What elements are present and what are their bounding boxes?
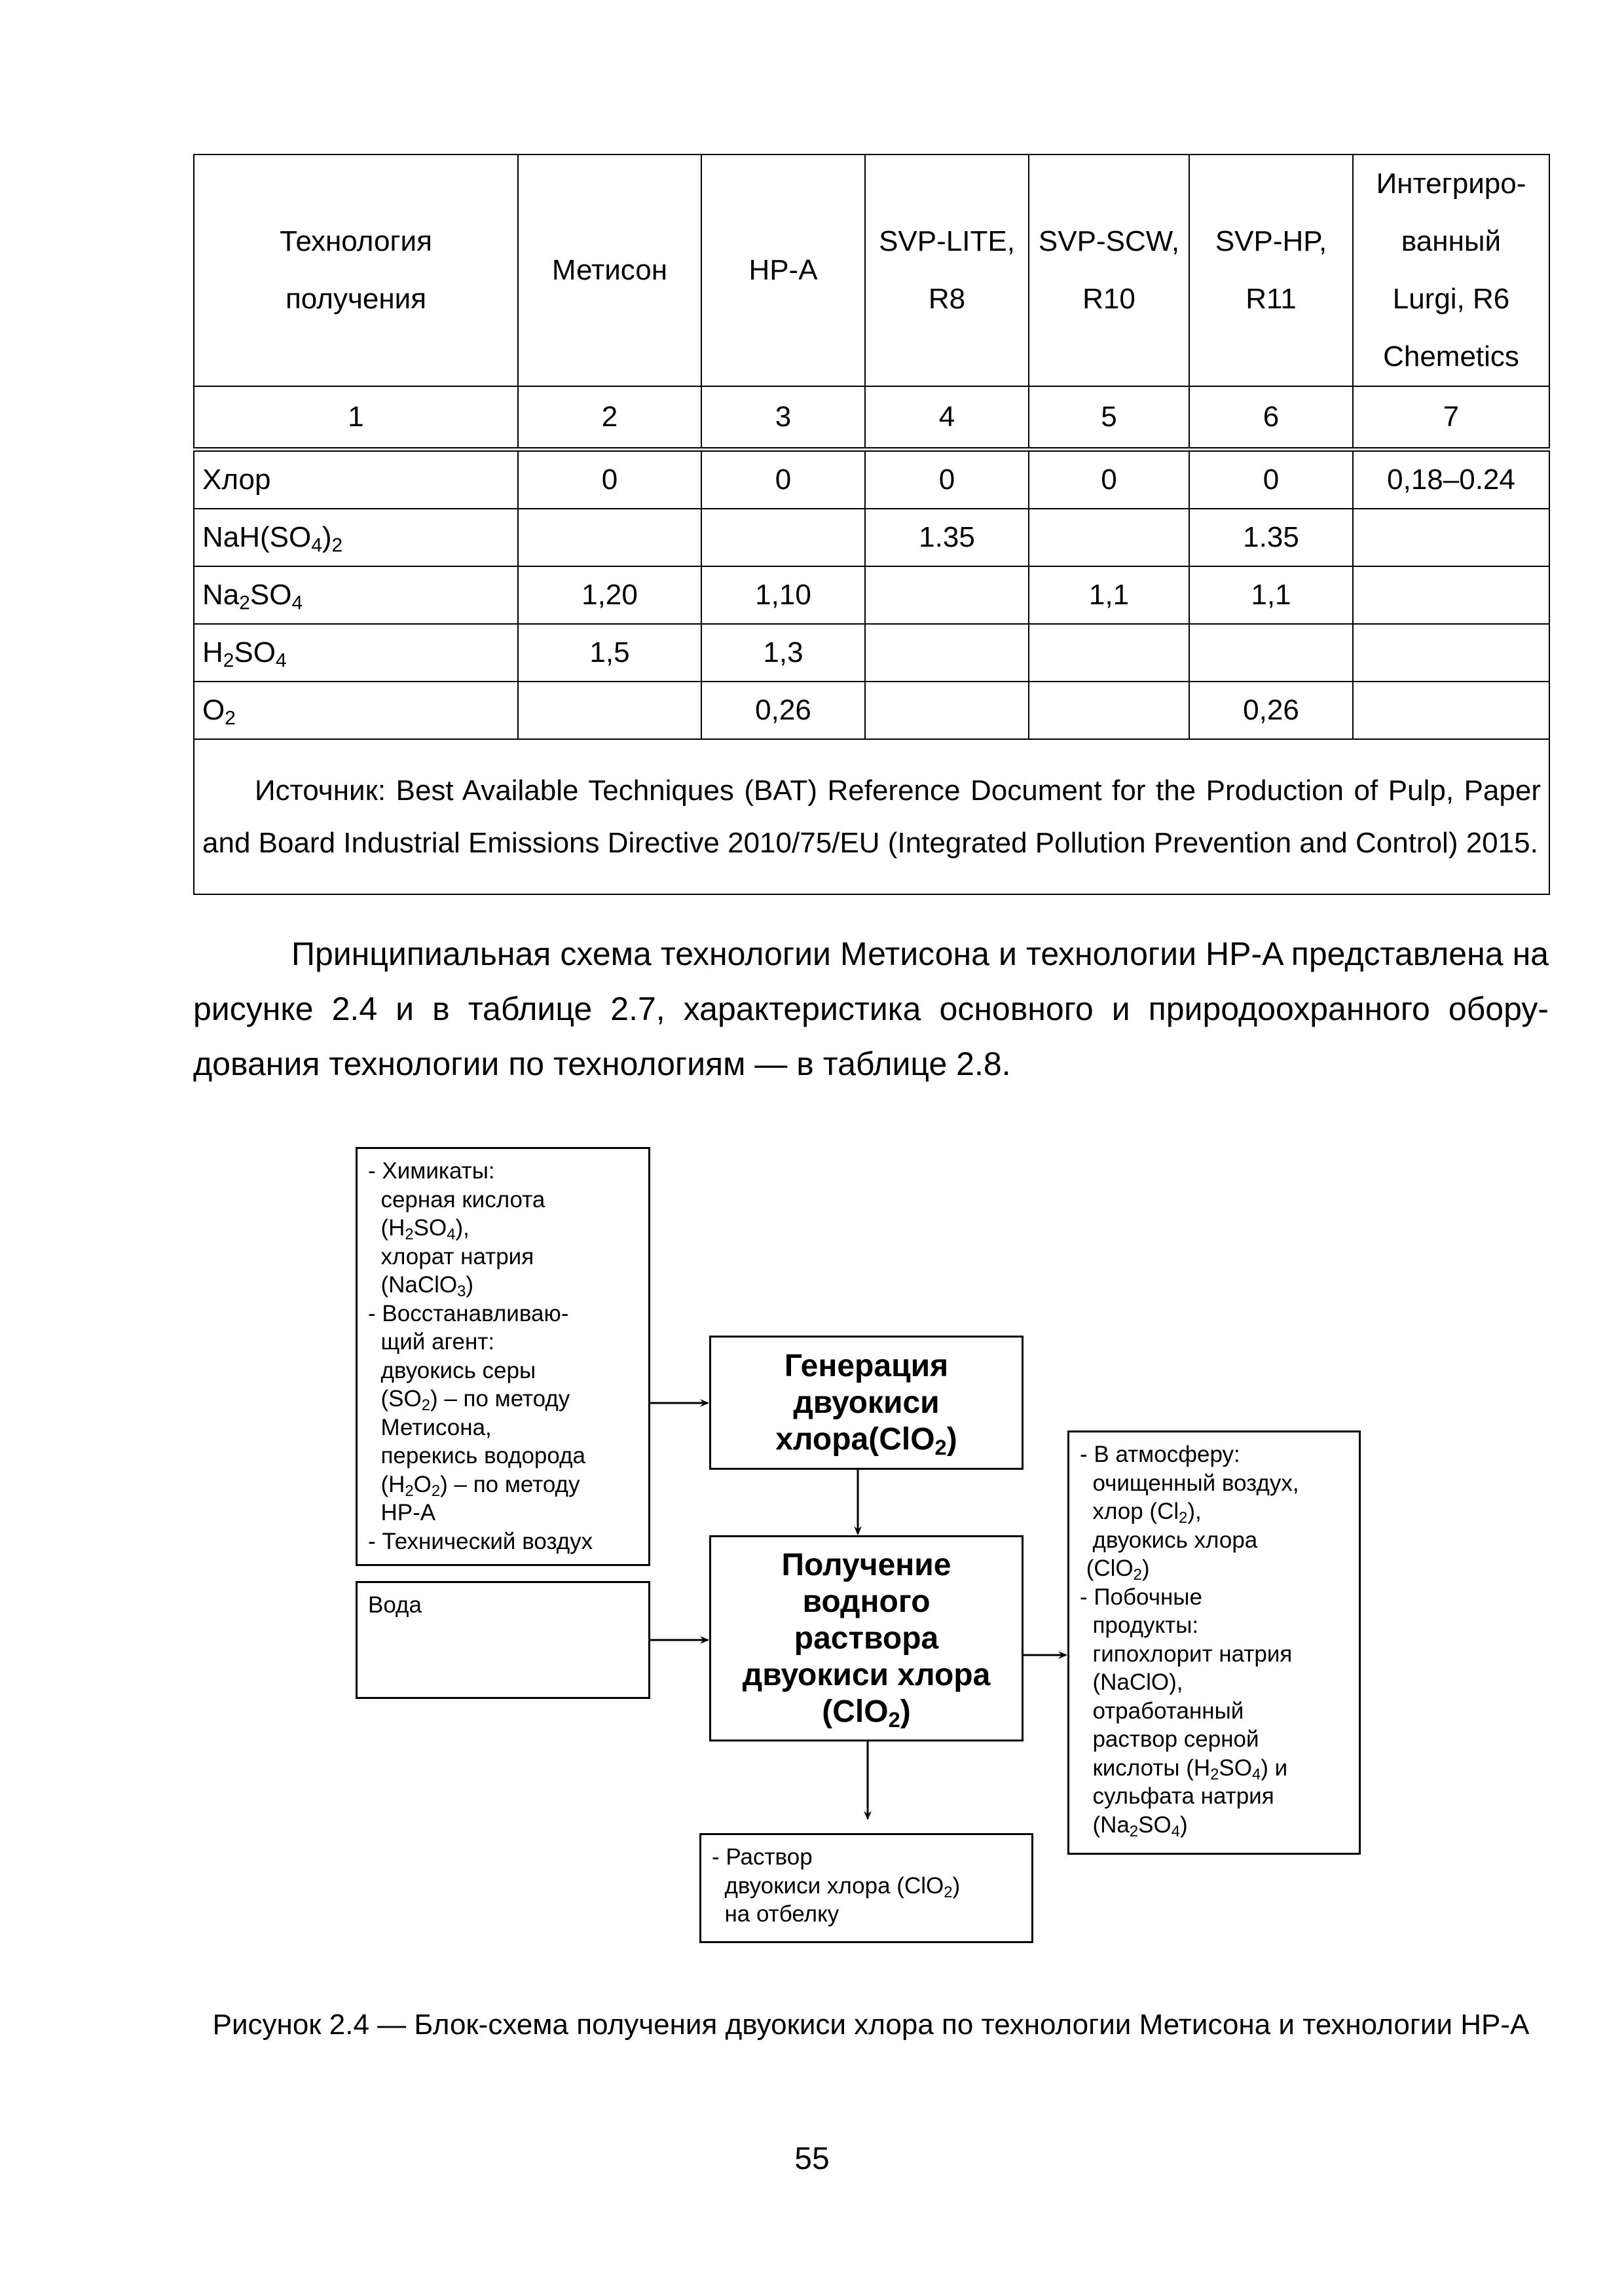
outputs-line: кислоты $(H_2SO_4)$ и (1080, 1755, 1288, 1783)
solution-line: Получение (781, 1547, 951, 1582)
inputs-line: (NaClO$_3$) (368, 1272, 474, 1300)
column-number: 3 (701, 386, 865, 450)
outputs-line: - Побочные (1080, 1584, 1202, 1610)
water-label: Вода (368, 1592, 422, 1618)
outputs-line: раствор серной (1080, 1726, 1259, 1752)
generation-line: Генерация (784, 1348, 949, 1383)
table-cell: 0,18–0.24 (1353, 450, 1549, 509)
outputs-line: двуокись хлора (1080, 1527, 1258, 1553)
inputs-line: перекись водорода (368, 1443, 585, 1468)
result-line: - Раствор (712, 1844, 813, 1870)
inputs-line: хлорат натрия (368, 1243, 534, 1269)
generation-line: двуокиси (793, 1385, 940, 1420)
column-number: 7 (1353, 386, 1549, 450)
inputs-line: - Восстанавливаю- (368, 1300, 569, 1326)
solution-line: водного (802, 1584, 931, 1619)
result-line: на отбелку (712, 1901, 840, 1927)
solution-line: (ClO$_2$) (822, 1694, 911, 1732)
row-label: Хлор (194, 450, 518, 509)
inputs-line: HP-A (368, 1500, 436, 1525)
row-label: $H_2SO_4$ (194, 624, 518, 682)
table-cell: 1.35 (865, 509, 1029, 566)
inputs-line: Метисона, (368, 1414, 492, 1440)
column-number: 1 (194, 386, 518, 450)
table-header-cell: Технология получения (194, 155, 518, 386)
inputs-line: - Химикаты: (368, 1158, 495, 1184)
inputs-line: $(H_2SO_4)$, (368, 1215, 470, 1243)
table-source-note: Источник: Best Available Techniques (BAT) Reference Document for the Production of Pulp, Paper and Board Industrial Emissions Directive 2010/75/EU (Integrated Pollution Prevention and Control) 2015. (202, 774, 1541, 859)
outputs-line: отработанный (1080, 1698, 1244, 1724)
body-paragraph: Принципиальная схема технологии Метисона и технологии HP-A представлена на рисунке 2.4 и в таблице 2.7, характеристика основного и природоохранного оборудования технологии по технологиям — в таблице 2.8. (193, 936, 1549, 1082)
column-number: 6 (1189, 386, 1353, 450)
table-cell: 1.35 (1189, 509, 1353, 566)
table-cell: 1,3 (701, 624, 865, 682)
table-cell: 1,5 (518, 624, 701, 682)
table-header-cell: SVP-HP, R11 (1189, 155, 1353, 386)
row-label: $NaH(SO_4)_2$ (194, 509, 518, 566)
solution-line: раствора (794, 1620, 939, 1656)
inputs-line: двуокись серы (368, 1357, 536, 1383)
outputs-line: очищенный воздух, (1080, 1470, 1299, 1496)
table-cell: 0 (1189, 450, 1353, 509)
outputs-line: хлор $(Cl_2)$, (1080, 1499, 1202, 1527)
outputs-line: (ClO$_2$) (1080, 1556, 1150, 1584)
table-cell: 1,1 (1029, 566, 1189, 624)
generation-line: хлора(ClO$_2$) (775, 1421, 957, 1459)
inputs-line: - Технический воздух (368, 1528, 593, 1554)
table-cell: 0,26 (1189, 682, 1353, 739)
inputs-line: $(SO_2)$ – по методу (368, 1386, 570, 1414)
figure-caption: Рисунок 2.4 — Блок-схема получения двуокиси хлора по технологии Метисона и технологии HP-A (212, 2009, 1530, 2041)
table-cell: 0 (518, 450, 701, 509)
inputs-line: щий агент: (368, 1329, 495, 1355)
table-header-cell: SVP-LITE, R8 (865, 155, 1029, 386)
table-cell: 0 (701, 450, 865, 509)
table-header-cell: Интегриро- ванный Lurgi, R6 Chemetics (1353, 155, 1549, 386)
column-number: 4 (865, 386, 1029, 450)
table-cell: 0 (865, 450, 1029, 509)
inputs-line: $(H_2O_2)$ – по методу (368, 1471, 580, 1500)
table-cell: 0,26 (701, 682, 865, 739)
inputs-line: серная кислота (368, 1186, 545, 1212)
table-header-cell: HP-A (701, 155, 865, 386)
outputs-line: - В атмосферу: (1080, 1442, 1240, 1467)
table-header-cell: SVP-SCW, R10 (1029, 155, 1189, 386)
row-label: $Na_2SO_4$ (194, 566, 518, 624)
outputs-line: сульфата натрия (1080, 1783, 1274, 1809)
table-cell: 1,10 (701, 566, 865, 624)
table-header-cell: Метисон (518, 155, 701, 386)
solution-line: двуокиси хлора (742, 1657, 991, 1692)
table-cell: 1,20 (518, 566, 701, 624)
row-label: $O_2$ (194, 682, 518, 739)
column-number: 5 (1029, 386, 1189, 450)
outputs-line: $(Na_2SO_4)$ (1080, 1812, 1188, 1840)
table-cell: 0 (1029, 450, 1189, 509)
table-cell: 1,1 (1189, 566, 1353, 624)
page-number: 55 (794, 2141, 830, 2176)
outputs-line: (NaClO), (1080, 1669, 1183, 1695)
outputs-line: гипохлорит натрия (1080, 1641, 1293, 1667)
result-line: двуокиси хлора (ClO$_2$) (712, 1872, 961, 1901)
column-number: 2 (518, 386, 701, 450)
outputs-line: продукты: (1080, 1613, 1199, 1638)
